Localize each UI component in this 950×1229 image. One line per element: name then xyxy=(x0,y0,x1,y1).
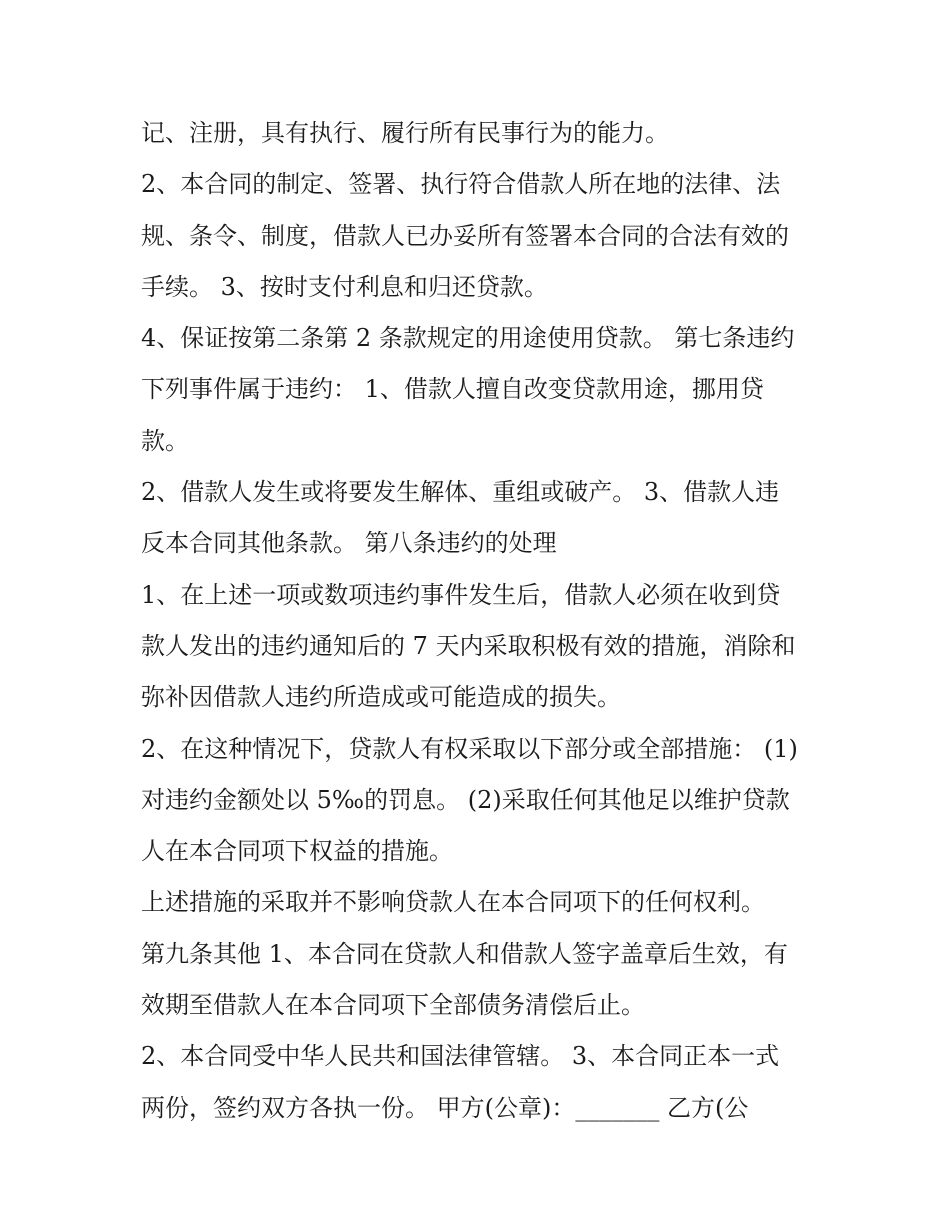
text-line: 2、借款人发生或将要发生解体、重组或破产。 3、借款人违 xyxy=(141,478,780,507)
text-line: 款人发出的违约通知后的 7 天内采取积极有效的措施，消除和 xyxy=(141,631,796,660)
contract-body-text xyxy=(141,108,821,1134)
text-line: 2、本合同受中华人民共和国法律管辖。 3、本合同正本一式 xyxy=(141,1042,780,1071)
text-line: 两份，签约双方各执一份。 甲方(公章)：_______ 乙方(公 xyxy=(141,1093,749,1122)
text-line: 下列事件属于违约： 1、借款人擅自改变贷款用途，挪用贷 xyxy=(141,375,764,404)
text-line: 反本合同其他条款。 第八条违约的处理 xyxy=(141,529,557,558)
text-line: 4、保证按第二条第 2 条款规定的用途使用贷款。 第七条违约 xyxy=(141,324,795,353)
text-line: 效期至借款人在本合同项下全部债务清偿后止。 xyxy=(141,991,645,1020)
text-line: 2、在这种情况下，贷款人有权采取以下部分或全部措施： (1) xyxy=(141,734,798,763)
text-line: 第九条其他 1、本合同在贷款人和借款人签字盖章后生效，有 xyxy=(141,939,788,968)
text-line: 人在本合同项下权益的措施。 xyxy=(141,837,453,866)
text-line: 2、本合同的制定、签署、执行符合借款人所在地的法律、法 xyxy=(141,170,781,199)
text-line: 手续。 3、按时支付利息和归还贷款。 xyxy=(141,272,548,301)
text-line: 弥补因借款人违约所造成或可能造成的损失。 xyxy=(141,683,621,712)
text-line: 款。 xyxy=(141,426,189,455)
text-line: 对违约金额处以 5‰的罚息。 (2)采取任何其他足以维护贷款 xyxy=(141,785,790,814)
text-line: 记、注册，具有执行、履行所有民事行为的能力。 xyxy=(141,119,669,147)
text-line: 上述措施的采取并不影响贷款人在本合同项下的任何权利。 xyxy=(141,888,765,917)
text-line: 规、条令、制度，借款人已办妥所有签署本合同的合法有效的 xyxy=(141,221,789,250)
text-line: 1、在上述一项或数项违约事件发生后，借款人必须在收到贷 xyxy=(141,580,781,609)
